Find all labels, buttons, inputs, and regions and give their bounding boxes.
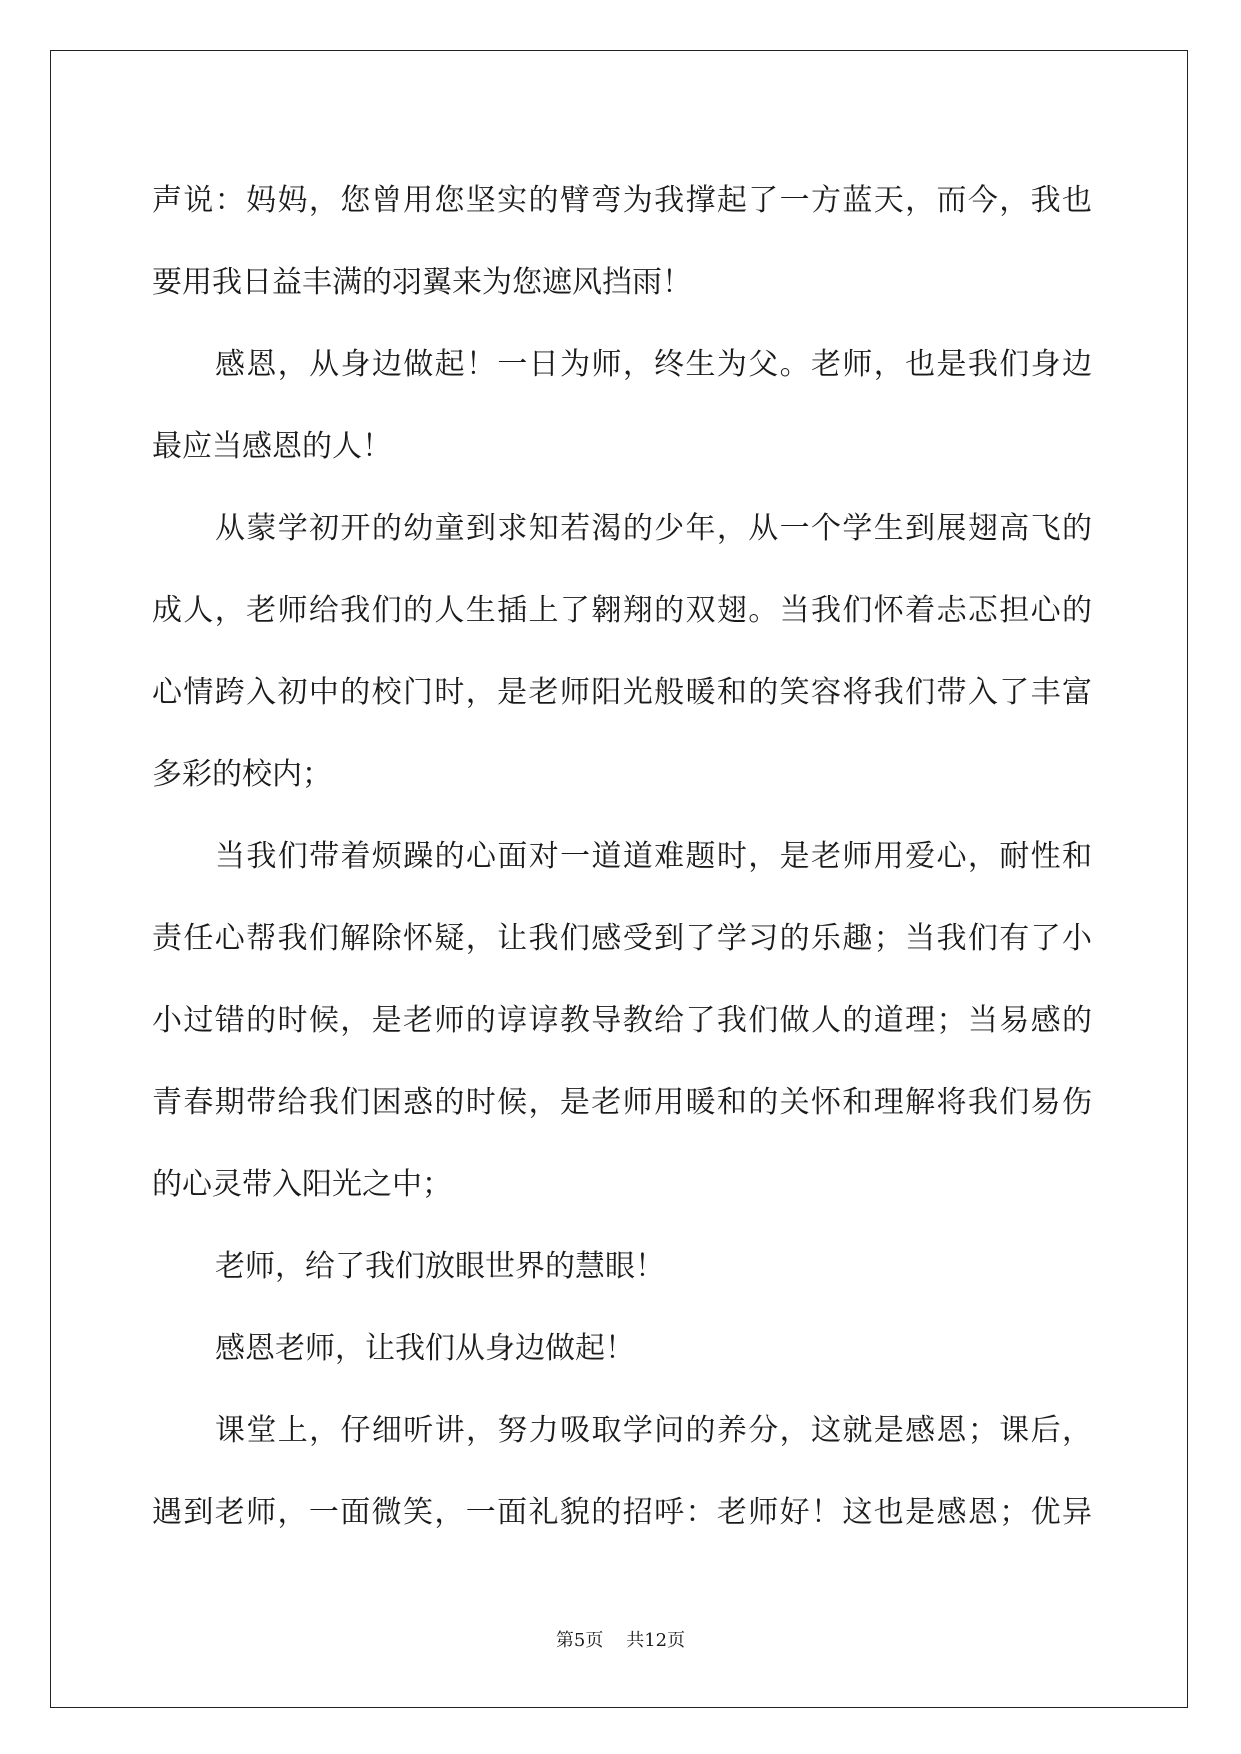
text-line: 最应当感恩的人！ (152, 429, 392, 464)
text-line: 老师，给了我们放眼世界的慧眼！ (215, 1249, 665, 1284)
text-line: 课堂上，仔细听讲，努力吸取学问的养分，这就是感恩；课后， (215, 1413, 1092, 1448)
text-line: 从蒙学初开的幼童到求知若渴的少年，从一个学生到展翅高飞的 (215, 511, 1092, 546)
text-line: 小过错的时候，是老师的谆谆教导教给了我们做人的道理；当易感的 (152, 1003, 1092, 1038)
page-footer (0, 1626, 1241, 1652)
text-line: 感恩老师，让我们从身边做起！ (215, 1331, 635, 1366)
text-line: 要用我日益丰满的羽翼来为您遮风挡雨！ (152, 265, 692, 300)
text-line: 当我们带着烦躁的心面对一道道难题时，是老师用爱心，耐性和 (215, 839, 1092, 874)
text-line: 多彩的校内； (152, 757, 332, 792)
text-line: 的心灵带入阳光之中； (152, 1167, 452, 1202)
text-line: 遇到老师，一面微笑，一面礼貌的招呼：老师好！这也是感恩；优异 (152, 1495, 1092, 1530)
total-pages: 共12页 (626, 1630, 686, 1651)
text-line: 感恩，从身边做起！一日为师，终生为父。老师，也是我们身边 (215, 347, 1092, 382)
document-body (152, 160, 1092, 1554)
footer-gap (603, 1630, 626, 1651)
page-number: 第5页 (555, 1630, 604, 1651)
text-line: 责任心帮我们解除怀疑，让我们感受到了学习的乐趣；当我们有了小 (152, 921, 1092, 956)
text-line: 成人，老师给我们的人生插上了翱翔的双翅。当我们怀着忐忑担心的 (152, 593, 1092, 628)
text-line: 声说：妈妈，您曾用您坚实的臂弯为我撑起了一方蓝天，而今，我也 (152, 183, 1092, 218)
text-line: 心情跨入初中的校门时，是老师阳光般暖和的笑容将我们带入了丰富 (152, 675, 1092, 710)
text-line: 青春期带给我们困惑的时候，是老师用暖和的关怀和理解将我们易伤 (152, 1085, 1092, 1120)
